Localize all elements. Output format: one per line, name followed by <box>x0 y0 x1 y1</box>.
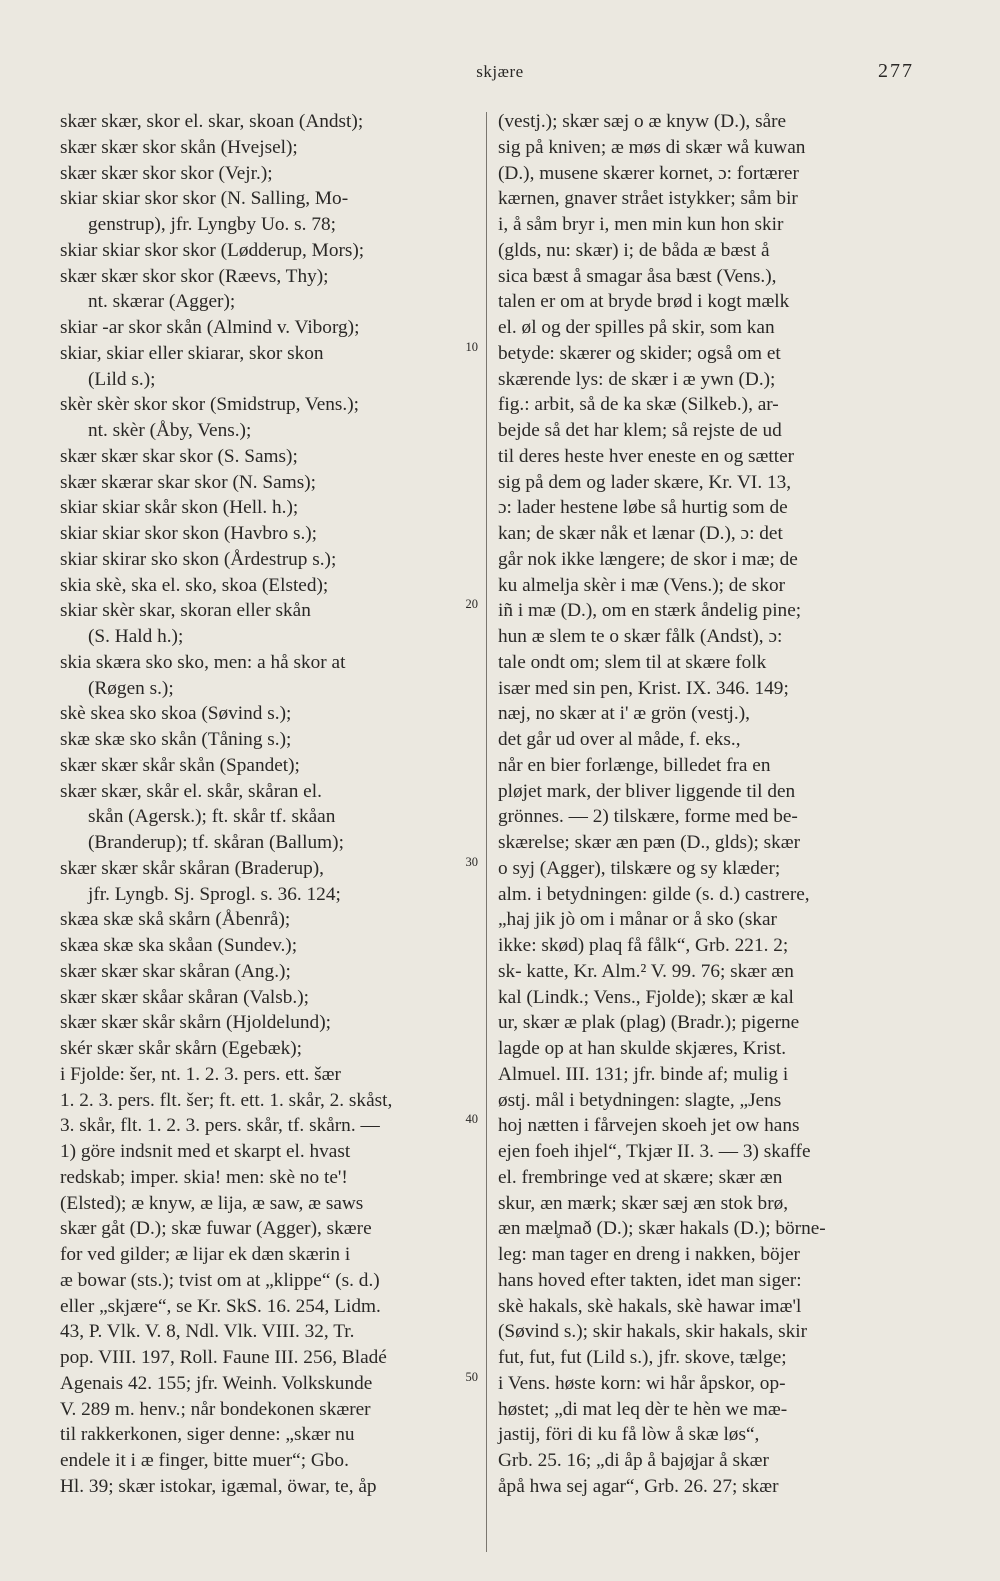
text-line: skiar skirar sko skon (Årdestrup s.); <box>60 548 337 570</box>
text-line: østj. mål i betydningen: slagte, „Jens <box>498 1089 782 1111</box>
text-line: æn mæl̥mað (D.); skær hakals (D.); börne- <box>498 1218 826 1240</box>
text-line: fig.: arbit, så de ka skæ (Silkeb.), ar- <box>498 394 779 416</box>
text-line: sig på kniven; æ møs di skær wå kuwan <box>498 136 806 158</box>
text-line: til rakkerkonen, siger denne: „skær nu <box>60 1424 355 1446</box>
text-line: el. frembringe ved at skære; skær æn <box>498 1166 783 1188</box>
text-line: skærende lys: de skær i æ ywn (D.); <box>498 368 776 390</box>
text-line: eller „skjære“, se Kr. SkS. 16. 254, Lidm. <box>60 1295 381 1317</box>
text-line: genstrup), jfr. Lyngby Uo. s. 78; <box>88 214 336 235</box>
text-line: sig på dem og lader skære, Kr. VI. 13, <box>498 471 792 493</box>
text-line: det går ud over al måde, f. eks., <box>498 729 741 750</box>
text-line: (D.), musene skærer kornet, ɔ: fortærer <box>498 162 799 184</box>
text-line: næj, no skær at i' æ grön (vestj.), <box>498 703 750 725</box>
text-line: (Søvind s.); skir hakals, skir hakals, skir <box>498 1321 808 1343</box>
text-line: skè skea sko skoa (Søvind s.); <box>60 703 292 725</box>
text-line: æ bowar (sts.); tvist om at „klippe“ (s. d.) <box>60 1269 380 1291</box>
text-line: i Vens. høste korn: wi hår åpskor, op- <box>498 1372 786 1394</box>
text-line: ejen foeh ihjel“, Tkjær II. 3. — 3) skaffe <box>498 1141 811 1162</box>
text-line: skia skè, ska el. sko, skoa (Elsted); <box>60 574 329 596</box>
text-line: el. øl og der spilles på skir, som kan <box>498 317 775 338</box>
text-line: Hl. 39; skær istokar, igæmal, öwar, te, åp <box>60 1475 377 1497</box>
text-line: Agenais 42. 155; jfr. Weinh. Volkskunde <box>60 1372 373 1394</box>
text-line: skiar, skiar eller skiarar, skor skon <box>60 342 324 364</box>
text-line: skur, æn mærk; skær sæj æn stok brø, <box>498 1192 789 1214</box>
text-line: skiar skiar skor skor (N. Salling, Mo- <box>60 188 349 210</box>
text-line: nt. skèr (Åby, Vens.); <box>88 420 252 441</box>
text-line: 3. skår, flt. 1. 2. 3. pers. skår, tf. skårn. — <box>60 1115 380 1137</box>
text-line: (glds, nu: skær) i; de båda æ bæst å <box>498 239 770 261</box>
text-line: skæa skæ ska skåan (Sundev.); <box>60 935 298 956</box>
text-line: Grb. 25. 16; „di åp å bajø̨jar å skær <box>498 1450 769 1471</box>
text-line: pop. VIII. 197, Roll. Faune III. 256, Bladé <box>60 1347 387 1368</box>
text-line: skær skær skar skåran (Ang.); <box>60 960 291 982</box>
text-line: (vestj.); skær sæj o æ knyw (D.), såre <box>498 111 787 132</box>
text-line: betyde: skærer og skider; også om et <box>498 342 781 364</box>
text-line: skær skær, skår el. skår, skåran el. <box>60 780 322 802</box>
text-line: skèr skèr skor skor (Smidstrup, Vens.); <box>60 394 360 416</box>
text-line: jfr. Lyngb. Sj. Sprogl. s. 36. 124; <box>88 883 341 905</box>
text-line: (S. Hald h.); <box>88 626 184 647</box>
text-line: skia skæra sko sko, men: a hå skor at <box>60 651 346 673</box>
text-line: skiar -ar skor skån (Almind v. Viborg); <box>60 317 360 338</box>
text-line: skær skær skor skån (Hvejsel); <box>60 136 298 158</box>
text-line: 1) göre indsnit med et skarpt el. hvast <box>60 1141 351 1162</box>
text-line: til deres heste hver eneste en og sætter <box>498 445 795 467</box>
text-line: skær skær skår skårn (Hjoldelund); <box>60 1012 331 1034</box>
text-line: ikke: skød) plaq få fålk“, Grb. 221. 2; <box>498 935 789 956</box>
text-line: talen er om at bryde brød i kogt mælk <box>498 291 790 313</box>
text-line: hoj nætten i fårvejen skoeh jet ow hans <box>498 1115 800 1137</box>
text-line: skær skær skor skor (Ræevs, Thy); <box>60 265 329 287</box>
text-line: skær skær skor skor (Vejr.); <box>60 162 273 184</box>
line-number-20: 20 <box>465 597 478 611</box>
text-line: skiar skiar skor skon (Havbro s.); <box>60 523 318 544</box>
text-line: 43, P. Vlk. V. 8, Ndl. Vlk. VIII. 32, Tr. <box>60 1321 355 1343</box>
text-line: hun æ slem te o skær fålk (Andst), ɔ: <box>498 626 783 647</box>
text-line: skér skær skår skårn (Egebæk); <box>60 1038 303 1059</box>
text-line: 1. 2. 3. pers. flt. šer; ft. ett. 1. skår, 2. skåst, <box>60 1089 393 1111</box>
text-line: ur, skær æ plak (plag) (Bradr.); pigerne <box>498 1012 800 1034</box>
text-line: alm. i betydningen: gilde (s. d.) castrere, <box>498 883 810 905</box>
line-number-40: 40 <box>465 1112 478 1126</box>
text-line: kan; de skær nåk et lænar (D.), ɔ: det <box>498 523 783 544</box>
text-line: tale ondt om; slem til at skære folk <box>498 651 767 673</box>
text-line: skærelse; skær æn pæn (D., glds); skær <box>498 832 801 853</box>
text-line: Almuel. III. 131; jfr. binde af; mulig i <box>498 1063 789 1085</box>
text-line: V. 289 m. henv.; når bondekonen skærer <box>60 1398 371 1420</box>
text-line: skær skær, skor el. skar, skoan (Andst); <box>60 111 364 132</box>
text-line: når en bier forlænge, billedet fra en <box>498 754 771 776</box>
line-number-50: 50 <box>465 1370 478 1384</box>
text-line: skiar skèr skar, skoran eller skån <box>60 600 311 622</box>
text-line: bejde så det har klem; så rejste de ud <box>498 420 782 441</box>
text-line: høstet; „di mat leq dèr te hèn we mæ- <box>498 1398 788 1420</box>
text-line: leg: man tager en dreng i nakken, böjer <box>498 1244 800 1265</box>
text-line: ɔ: lader hestene løbe så hurtig som de <box>498 497 788 519</box>
text-line: skær skær skar skor (S. Sams); <box>60 445 298 467</box>
text-line: sk- katte, Kr. Alm.² V. 99. 76; skær æn <box>498 960 794 982</box>
text-line: iñ i mæ (D.), om en stærk åndelig pine; <box>498 600 802 622</box>
line-number-30: 30 <box>465 855 478 869</box>
text-line: „haj jik jò om i månar or å sko (skar <box>498 909 777 931</box>
text-line: skiar skiar skor skor (Lødderup, Mors); <box>60 239 365 261</box>
text-line: o syj (Agger), tilskære og sy klæder; <box>498 857 781 879</box>
text-line: skær skær skår skån (Spandet); <box>60 754 300 776</box>
text-line: lagde op at han skulde skjæres, Krist. <box>498 1038 787 1059</box>
text-line: kal (Lindk.; Vens., Fjolde); skær æ kal <box>498 986 794 1008</box>
text-line: (Røgen s.); <box>88 677 174 699</box>
text-line: nt. skærar (Agger); <box>88 291 236 313</box>
text-line: åpå hwa sej agar“, Grb. 26. 27; skær <box>498 1475 779 1497</box>
line-number-10: 10 <box>465 340 478 354</box>
text-line: kærnen, gnaver strået istykker; såm bir <box>498 188 798 210</box>
left-column <box>60 109 470 1500</box>
text-line: skån (Agersk.); ft. skår tf. skåan <box>88 806 336 828</box>
text-line: skær gåt (D.); skæ fuwar (Agger), skære <box>60 1218 372 1240</box>
text-line: jastij, föri di ku få lòw å skæ løs“, <box>498 1424 760 1446</box>
text-line: pløjet mark, der bliver liggende til den <box>498 780 796 802</box>
text-line: i, å såm bryr i, men min kun hon skir <box>498 214 784 235</box>
running-title: skjære <box>476 62 524 81</box>
text-line: skè hakals, skè hakals, skè hawar imæ'l <box>498 1295 802 1317</box>
text-line: endele it i æ finger, bitte muer“; Gbo. <box>60 1450 349 1471</box>
text-line: skiar skiar skår skon (Hell. h.); <box>60 497 299 519</box>
text-line: skær skær skåar skåran (Valsb.); <box>60 986 309 1008</box>
text-line: går nok ikke længere; de skor i mæ; de <box>498 548 798 570</box>
text-line: for ved gilder; æ lijar ek dæn skærin i <box>60 1244 351 1265</box>
text-line: (Elsted); æ knyw, æ lija, æ saw, æ saws <box>60 1192 364 1214</box>
text-line: skæ skæ sko skån (Tåning s.); <box>60 729 292 750</box>
text-line: grönnes. — 2) tilskære, forme med be- <box>498 806 798 828</box>
page-number: 277 <box>878 60 914 82</box>
text-line: hans hoved efter takten, idet man siger: <box>498 1269 802 1291</box>
text-line: (Branderup); tf. skåran (Ballum); <box>88 832 344 853</box>
text-line: ku almelja skèr i mæ (Vens.); de skor <box>498 574 786 596</box>
text-line: sica bæst å smagar åsa bæst (Vens.), <box>498 265 777 287</box>
text-line: (Lild s.); <box>88 368 156 390</box>
right-column <box>498 109 916 1500</box>
text-line: skær skærar skar skor (N. Sams); <box>60 471 316 493</box>
text-line: skæa skæ skå skårn (Åbenrå); <box>60 909 291 931</box>
column-divider <box>486 112 487 1552</box>
text-line: i Fjolde: šer, nt. 1. 2. 3. pers. ett. šær <box>60 1063 341 1085</box>
text-line: redskab; imper. skia! men: skè no te'! <box>60 1166 348 1188</box>
text-line: skær skær skår skåran (Braderup), <box>60 857 324 879</box>
text-line: fut, fut, fut (Lild s.), jfr. skove, tælge; <box>498 1347 787 1368</box>
text-line: især med sin pen, Krist. IX. 346. 149; <box>498 677 789 699</box>
